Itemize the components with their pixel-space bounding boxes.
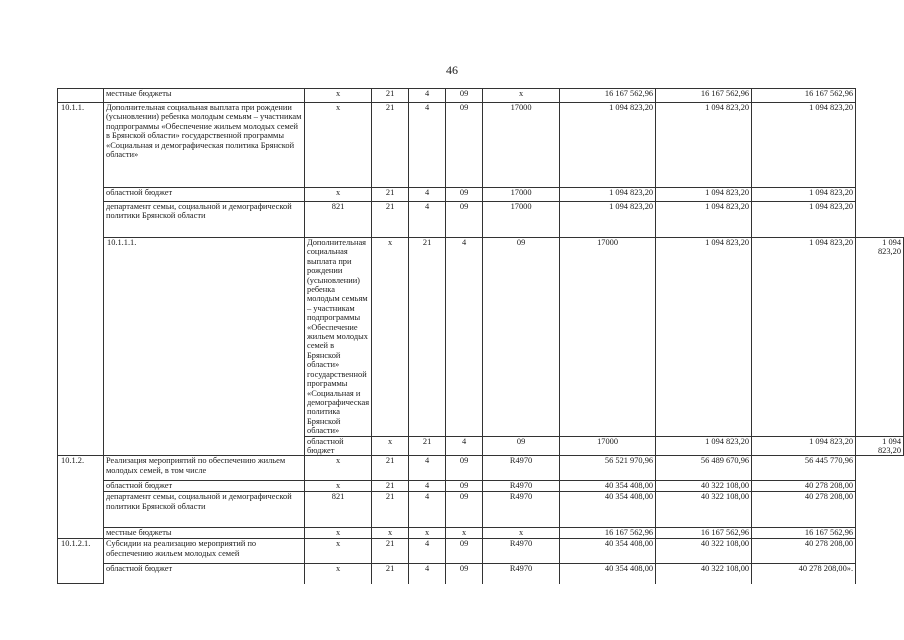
section-cell: 21 <box>372 539 409 564</box>
amount-year2-cell: 40 322 108,00 <box>656 539 752 564</box>
amount-year2-cell: 1 094 823,20 <box>752 436 856 456</box>
row-name-cell: местные бюджеты <box>104 89 305 103</box>
expense-type-cell: 17000 <box>560 238 656 437</box>
subsection-cell: 4 <box>446 436 483 456</box>
amount-year1-cell: 56 521 970,96 <box>560 456 656 481</box>
expense-type-cell: 17000 <box>483 103 560 188</box>
expense-type-cell: R4970 <box>483 564 560 584</box>
row-code-cell <box>58 89 104 103</box>
amount-year2-cell: 40 322 108,00 <box>656 564 752 584</box>
expense-type-cell: х <box>483 528 560 539</box>
row-name-cell: областной бюджет <box>305 436 372 456</box>
amount-year1-cell: 40 354 408,00 <box>560 564 656 584</box>
amount-year3-cell: 40 278 208,00 <box>752 539 856 564</box>
row-name-cell: департамент семьи, социальной и демографической политики Брянской области <box>104 492 305 528</box>
row-code-cell: 10.1.2. <box>58 456 104 539</box>
row-name-cell: областной бюджет <box>104 564 305 584</box>
section-cell: 21 <box>372 456 409 481</box>
table-row <box>58 89 904 103</box>
target-cell: 09 <box>446 202 483 238</box>
target-cell: 09 <box>446 456 483 481</box>
amount-year1-cell: 40 354 408,00 <box>560 481 656 492</box>
amount-year2-cell: 16 167 562,96 <box>656 528 752 539</box>
table-row <box>58 188 904 202</box>
subsection-cell: 4 <box>409 564 446 584</box>
row-name-cell: Дополнительная социальная выплата при рождении (усыновлении) ребенка молодым семьям – участникам подпрограммы «Обеспечение жильем молодых семей в Брянской области» государственной программы «Социальная и демографическая политика Брянской области» <box>104 103 305 188</box>
expense-type-cell: 17000 <box>483 202 560 238</box>
amount-year1-cell: 1 094 823,20 <box>560 103 656 188</box>
amount-year2-cell: 16 167 562,96 <box>656 89 752 103</box>
amount-year2-cell: 40 322 108,00 <box>656 481 752 492</box>
grbs-cell: х <box>305 89 372 103</box>
amount-year2-cell: 1 094 823,20 <box>656 188 752 202</box>
expense-type-cell: х <box>483 89 560 103</box>
row-name-cell: Дополнительная социальная выплата при рождении (усыновлении) ребенка молодым семьям – участникам подпрограммы «Обеспечение жильем молодых семей в Брянской области» государственной программы «Социальная и демографическая политика Брянской области» <box>305 238 372 437</box>
row-name-cell: областной бюджет <box>104 481 305 492</box>
target-cell: 09 <box>446 539 483 564</box>
subsection-cell: 4 <box>446 238 483 437</box>
amount-year3-cell: 1 094 823,20 <box>856 238 904 437</box>
section-cell: 21 <box>372 89 409 103</box>
amount-year3-cell: 40 278 208,00». <box>752 564 856 584</box>
table-row <box>58 528 904 539</box>
grbs-cell: 821 <box>305 492 372 528</box>
grbs-cell: х <box>305 564 372 584</box>
amount-year3-cell: 40 278 208,00 <box>752 481 856 492</box>
row-name-cell: местные бюджеты <box>104 528 305 539</box>
section-cell: 21 <box>409 238 446 437</box>
page-number: 46 <box>446 63 458 77</box>
table-row <box>58 564 904 584</box>
grbs-cell: х <box>372 436 409 456</box>
amount-year1-cell: 1 094 823,20 <box>656 436 752 456</box>
subsection-cell: 4 <box>409 456 446 481</box>
grbs-cell: х <box>305 103 372 188</box>
amount-year2-cell: 40 322 108,00 <box>656 492 752 528</box>
section-cell: 21 <box>409 436 446 456</box>
amount-year1-cell: 1 094 823,20 <box>656 238 752 437</box>
section-cell: 21 <box>372 492 409 528</box>
amount-year3-cell: 1 094 823,20 <box>856 436 904 456</box>
expense-type-cell: R4970 <box>483 492 560 528</box>
expense-type-cell: R4970 <box>483 456 560 481</box>
amount-year3-cell: 40 278 208,00 <box>752 492 856 528</box>
section-cell: 21 <box>372 188 409 202</box>
amount-year1-cell: 1 094 823,20 <box>560 188 656 202</box>
target-cell: 09 <box>446 103 483 188</box>
subsection-cell: 4 <box>409 188 446 202</box>
target-cell: 09 <box>446 492 483 528</box>
row-name-cell: областной бюджет <box>104 188 305 202</box>
grbs-cell: х <box>305 456 372 481</box>
row-code-cell: 10.1.2.1. <box>58 539 104 584</box>
target-cell: 09 <box>483 436 560 456</box>
subsection-cell: 4 <box>409 202 446 238</box>
target-cell: х <box>446 528 483 539</box>
expense-type-cell: 17000 <box>483 188 560 202</box>
subsection-cell: 4 <box>409 539 446 564</box>
table-row <box>58 492 904 528</box>
target-cell: 09 <box>446 564 483 584</box>
table-row <box>58 481 904 492</box>
row-name-cell: Субсидии на реализацию мероприятий по обеспечению жильем молодых семей <box>104 539 305 564</box>
subsection-cell: 4 <box>409 481 446 492</box>
expense-type-cell: R4970 <box>483 539 560 564</box>
amount-year1-cell: 40 354 408,00 <box>560 539 656 564</box>
grbs-cell: х <box>305 481 372 492</box>
amount-year3-cell: 56 445 770,96 <box>752 456 856 481</box>
table-row <box>58 456 904 481</box>
budget-table <box>57 88 904 584</box>
grbs-cell: х <box>305 528 372 539</box>
target-cell: 09 <box>483 238 560 437</box>
table-row <box>58 238 904 437</box>
expense-type-cell: R4970 <box>483 481 560 492</box>
table-row <box>58 539 904 564</box>
amount-year1-cell: 1 094 823,20 <box>560 202 656 238</box>
table-row <box>58 103 904 188</box>
amount-year1-cell: 40 354 408,00 <box>560 492 656 528</box>
expense-type-cell: 17000 <box>560 436 656 456</box>
row-code-cell: 10.1.1.1. <box>104 238 305 456</box>
row-name-cell: департамент семьи, социальной и демографической политики Брянской области <box>104 202 305 238</box>
amount-year2-cell: 1 094 823,20 <box>752 238 856 437</box>
target-cell: 09 <box>446 481 483 492</box>
grbs-cell: 821 <box>305 202 372 238</box>
amount-year3-cell: 1 094 823,20 <box>752 103 856 188</box>
subsection-cell: 4 <box>409 89 446 103</box>
section-cell: 21 <box>372 202 409 238</box>
amount-year3-cell: 1 094 823,20 <box>752 188 856 202</box>
grbs-cell: х <box>305 539 372 564</box>
amount-year2-cell: 1 094 823,20 <box>656 202 752 238</box>
row-name-cell: Реализация мероприятий по обеспечению жильем молодых семей, в том числе <box>104 456 305 481</box>
amount-year3-cell: 16 167 562,96 <box>752 528 856 539</box>
amount-year2-cell: 56 489 670,96 <box>656 456 752 481</box>
subsection-cell: 4 <box>409 492 446 528</box>
target-cell: 09 <box>446 188 483 202</box>
amount-year2-cell: 1 094 823,20 <box>656 103 752 188</box>
subsection-cell: 4 <box>409 103 446 188</box>
amount-year1-cell: 16 167 562,96 <box>560 528 656 539</box>
grbs-cell: х <box>305 188 372 202</box>
section-cell: 21 <box>372 564 409 584</box>
amount-year1-cell: 16 167 562,96 <box>560 89 656 103</box>
section-cell: 21 <box>372 103 409 188</box>
row-code-cell: 10.1.1. <box>58 103 104 456</box>
table-row <box>58 202 904 238</box>
target-cell: 09 <box>446 89 483 103</box>
section-cell: х <box>372 528 409 539</box>
amount-year3-cell: 1 094 823,20 <box>752 202 856 238</box>
grbs-cell: х <box>372 238 409 437</box>
section-cell: 21 <box>372 481 409 492</box>
subsection-cell: х <box>409 528 446 539</box>
amount-year3-cell: 16 167 562,96 <box>752 89 856 103</box>
